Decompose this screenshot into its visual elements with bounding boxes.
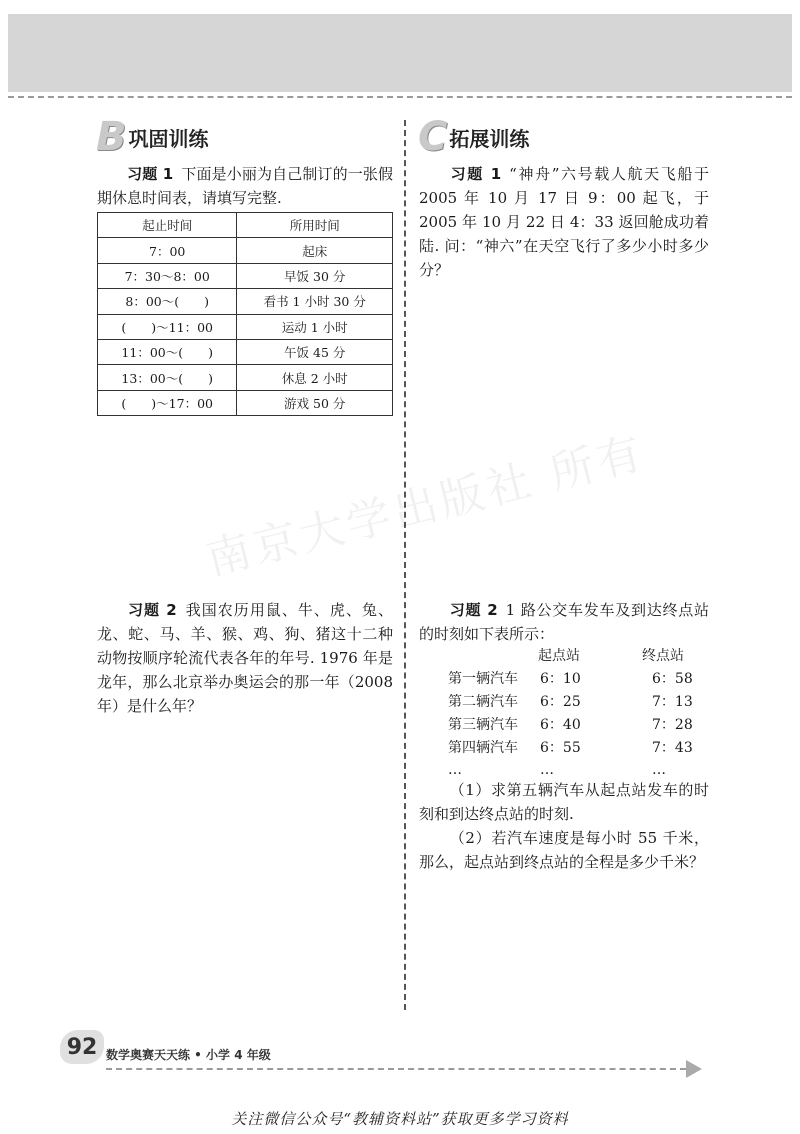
book-title: 数学奥赛天天练 • 小学 4 年级 [106, 1048, 271, 1062]
section-c-heading [418, 114, 530, 160]
schedule-time-cell: ( )～17：00 [98, 390, 237, 415]
schedule-duration-cell: 休息 2 小时 [237, 365, 393, 390]
c-q2-label: 习题 2 [449, 601, 498, 619]
c-q2-text: 1 路公交车发车及到达终点站的时刻如下表所示： [419, 601, 709, 643]
header-band [8, 14, 792, 92]
c-q2-sub2 [419, 826, 709, 874]
section-b-title: 巩固训练 [128, 126, 209, 151]
section-c-letter: C [418, 114, 448, 160]
section-b-q2 [97, 598, 393, 718]
section-c-q1 [419, 162, 709, 282]
schedule-duration-cell: 运动 1 小时 [237, 314, 393, 339]
section-b-q1 [97, 162, 393, 210]
schedule-row [98, 390, 393, 415]
c-q2-sub1-text: （1）求第五辆汽车从起点站发车的时刻和到达终点站的时刻. [419, 781, 709, 823]
bus-name-cell: … [448, 761, 462, 778]
schedule-row [98, 339, 393, 364]
bus-depart-cell: 6：40 [540, 716, 581, 733]
bus-depart-cell: 6：55 [540, 739, 581, 756]
q2-text: 我国农历用鼠、牛、虎、兔、龙、蛇、马、羊、猴、鸡、狗、猪这十二种动物按顺序轮流代表各年的年号. 1976 年是龙年，那么北京举办奥运会的那一年（2008 年）是什么年？ [97, 601, 393, 715]
schedule-duration-cell: 起床 [237, 238, 393, 263]
bus-arrive-cell: 7：43 [652, 739, 693, 756]
schedule-table [97, 212, 393, 416]
column-divider [404, 120, 406, 1010]
schedule-duration-cell: 早饭 30 分 [237, 263, 393, 288]
schedule-row [98, 289, 393, 314]
q1-label: 习题 1 [127, 165, 174, 183]
section-c-title: 拓展训练 [449, 126, 530, 151]
schedule-duration-cell: 游戏 50 分 [237, 390, 393, 415]
bus-depart-cell: 6：25 [540, 693, 581, 710]
c-q1-label: 习题 1 [449, 165, 502, 183]
bus-arrive-cell: 6：58 [652, 670, 693, 687]
schedule-header-cell: 所用时间 [237, 213, 393, 238]
schedule-row [98, 263, 393, 288]
section-b-letter: B [96, 114, 127, 160]
schedule-header-cell: 起止时间 [98, 213, 237, 238]
bus-depart-cell: … [540, 761, 554, 778]
header-divider [8, 96, 792, 98]
section-c-q2 [419, 598, 709, 646]
footer-note: 关注微信公众号“教辅资料站”获取更多学习资料 [231, 1110, 569, 1128]
bus-name-cell: 第一辆汽车 [448, 670, 518, 687]
bus-arrive-cell: 7：28 [652, 716, 693, 733]
bus-name-cell: 第三辆汽车 [448, 716, 518, 733]
bus-header-row [448, 643, 708, 666]
bus-header-cell: 终点站 [642, 647, 684, 664]
bus-row [448, 666, 708, 689]
schedule-time-cell: ( )～11：00 [98, 314, 237, 339]
bus-row [448, 689, 708, 712]
watermark: 南京大学出版社 所有 [201, 427, 651, 586]
bus-timetable [448, 643, 708, 781]
c-q2-sub2-text: （2）若汽车速度是每小时 55 千米，那么，起点站到终点站的全程是多少千米？ [419, 829, 709, 871]
bus-name-cell: 第二辆汽车 [448, 693, 518, 710]
schedule-time-cell: 8：00～( ) [98, 289, 237, 314]
page-number: 92 [60, 1030, 104, 1064]
schedule-header-row [98, 213, 393, 238]
bus-row [448, 712, 708, 735]
c-q2-sub1 [419, 778, 709, 826]
bus-row [448, 735, 708, 758]
q2-label: 习题 2 [127, 601, 177, 619]
bus-name-cell: 第四辆汽车 [448, 739, 518, 756]
c-q1-text: “神舟”六号载人航天飞船于 2005 年 10 月 17 日 9：00 起飞，于 2005 年 10 月 22 日 4：33 返回舱成功着陆. 问：“神六”在天空飞行了多少小时多少分？ [419, 165, 709, 279]
arrow-right-icon [686, 1060, 702, 1078]
bus-arrive-cell: … [652, 761, 666, 778]
q1-text: 下面是小丽为自己制订的一张假期休息时间表，请填写完整. [97, 165, 393, 207]
schedule-row [98, 365, 393, 390]
schedule-duration-cell: 看书 1 小时 30 分 [237, 289, 393, 314]
bus-depart-cell: 6：10 [540, 670, 581, 687]
schedule-time-cell: 13：00～( ) [98, 365, 237, 390]
schedule-time-cell: 7：30～8：00 [98, 263, 237, 288]
section-b-heading [96, 114, 209, 160]
schedule-time-cell: 11：00～( ) [98, 339, 237, 364]
bus-header-cell: 起点站 [538, 647, 580, 664]
footer-divider [106, 1068, 686, 1070]
schedule-row [98, 314, 393, 339]
schedule-time-cell: 7：00 [98, 238, 237, 263]
schedule-row [98, 238, 393, 263]
schedule-duration-cell: 午饭 45 分 [237, 339, 393, 364]
bus-arrive-cell: 7：13 [652, 693, 693, 710]
